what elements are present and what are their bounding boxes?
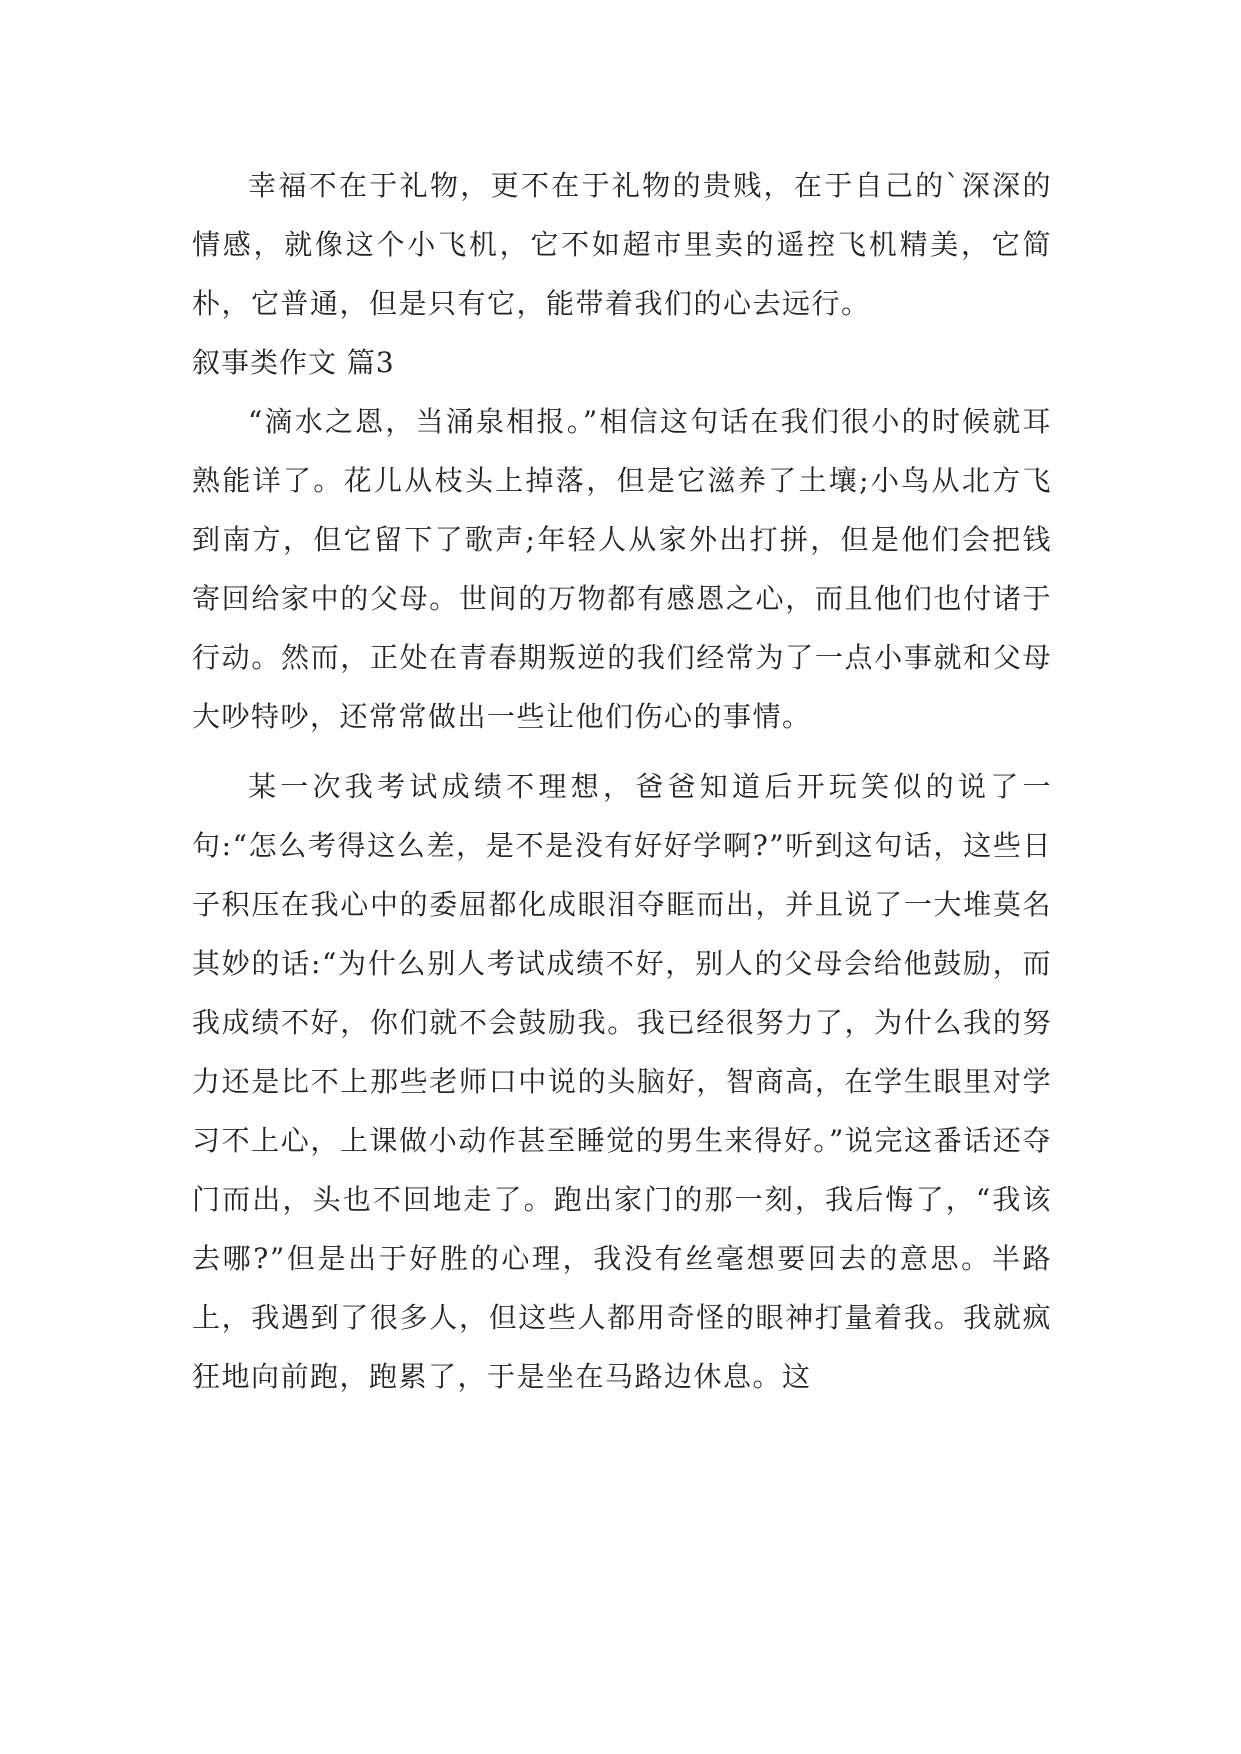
paragraph-exam-story: 某一次我考试成绩不理想，爸爸知道后开玩笑似的说了一句:“怎么考得这么差，是不是没有好好学啊?”听到这句话，这些日子积压在我心中的委屈都化成眼泪夺眶而出，并且说了一大堆莫名其妙的话:“为什么别人考试成绩不好，别人的父母会给他鼓励，而我成绩不好，你们就不会鼓励我。我已经很努力了，为什么我的努力还是比不上那些老师口中说的头脑好，智商高，在学生眼里对学习不上心，上课做小动作甚至睡觉的男生来得好。”说完这番话还夺门而出，头也不回地走了。跑出家门的那一刻，我后悔了，“我该去哪?”但是出于好胜的心理，我没有丝毫想要回去的意思。半路上，我遇到了很多人，但这些人都用奇怪的眼神打量着我。我就疯狂地向前跑，跑累了，于是坐在马路边休息。这: [192, 770, 1052, 1393]
paragraph-gratitude: “滴水之恩，当涌泉相报。”相信这句话在我们很小的时候就耳熟能详了。花儿从枝头上掉落，但是它滋养了土壤;小鸟从北方飞到南方，但它留下了歌声;年轻人从家外出打拼，但是他们会把钱寄回给家中的父母。世间的万物都有感恩之心，而且他们也付诸于行动。然而，正处在青春期叛逆的我们经常为了一点小事就和父母大吵特吵，还常常做出一些让他们伤心的事情。: [192, 405, 1052, 733]
paragraph-spacer: [192, 746, 1052, 757]
paragraph-gift-happiness: 幸福不在于礼物，更不在于礼物的贵贱，在于自己的`深深的情感，就像这个小飞机，它不如超市里卖的遥控飞机精美，它简朴，它普通，但是只有它，能带着我们的心去远行。: [192, 169, 1052, 320]
section-heading: 叙事类作文 篇3: [192, 346, 395, 379]
document-page: [192, 156, 1052, 1406]
